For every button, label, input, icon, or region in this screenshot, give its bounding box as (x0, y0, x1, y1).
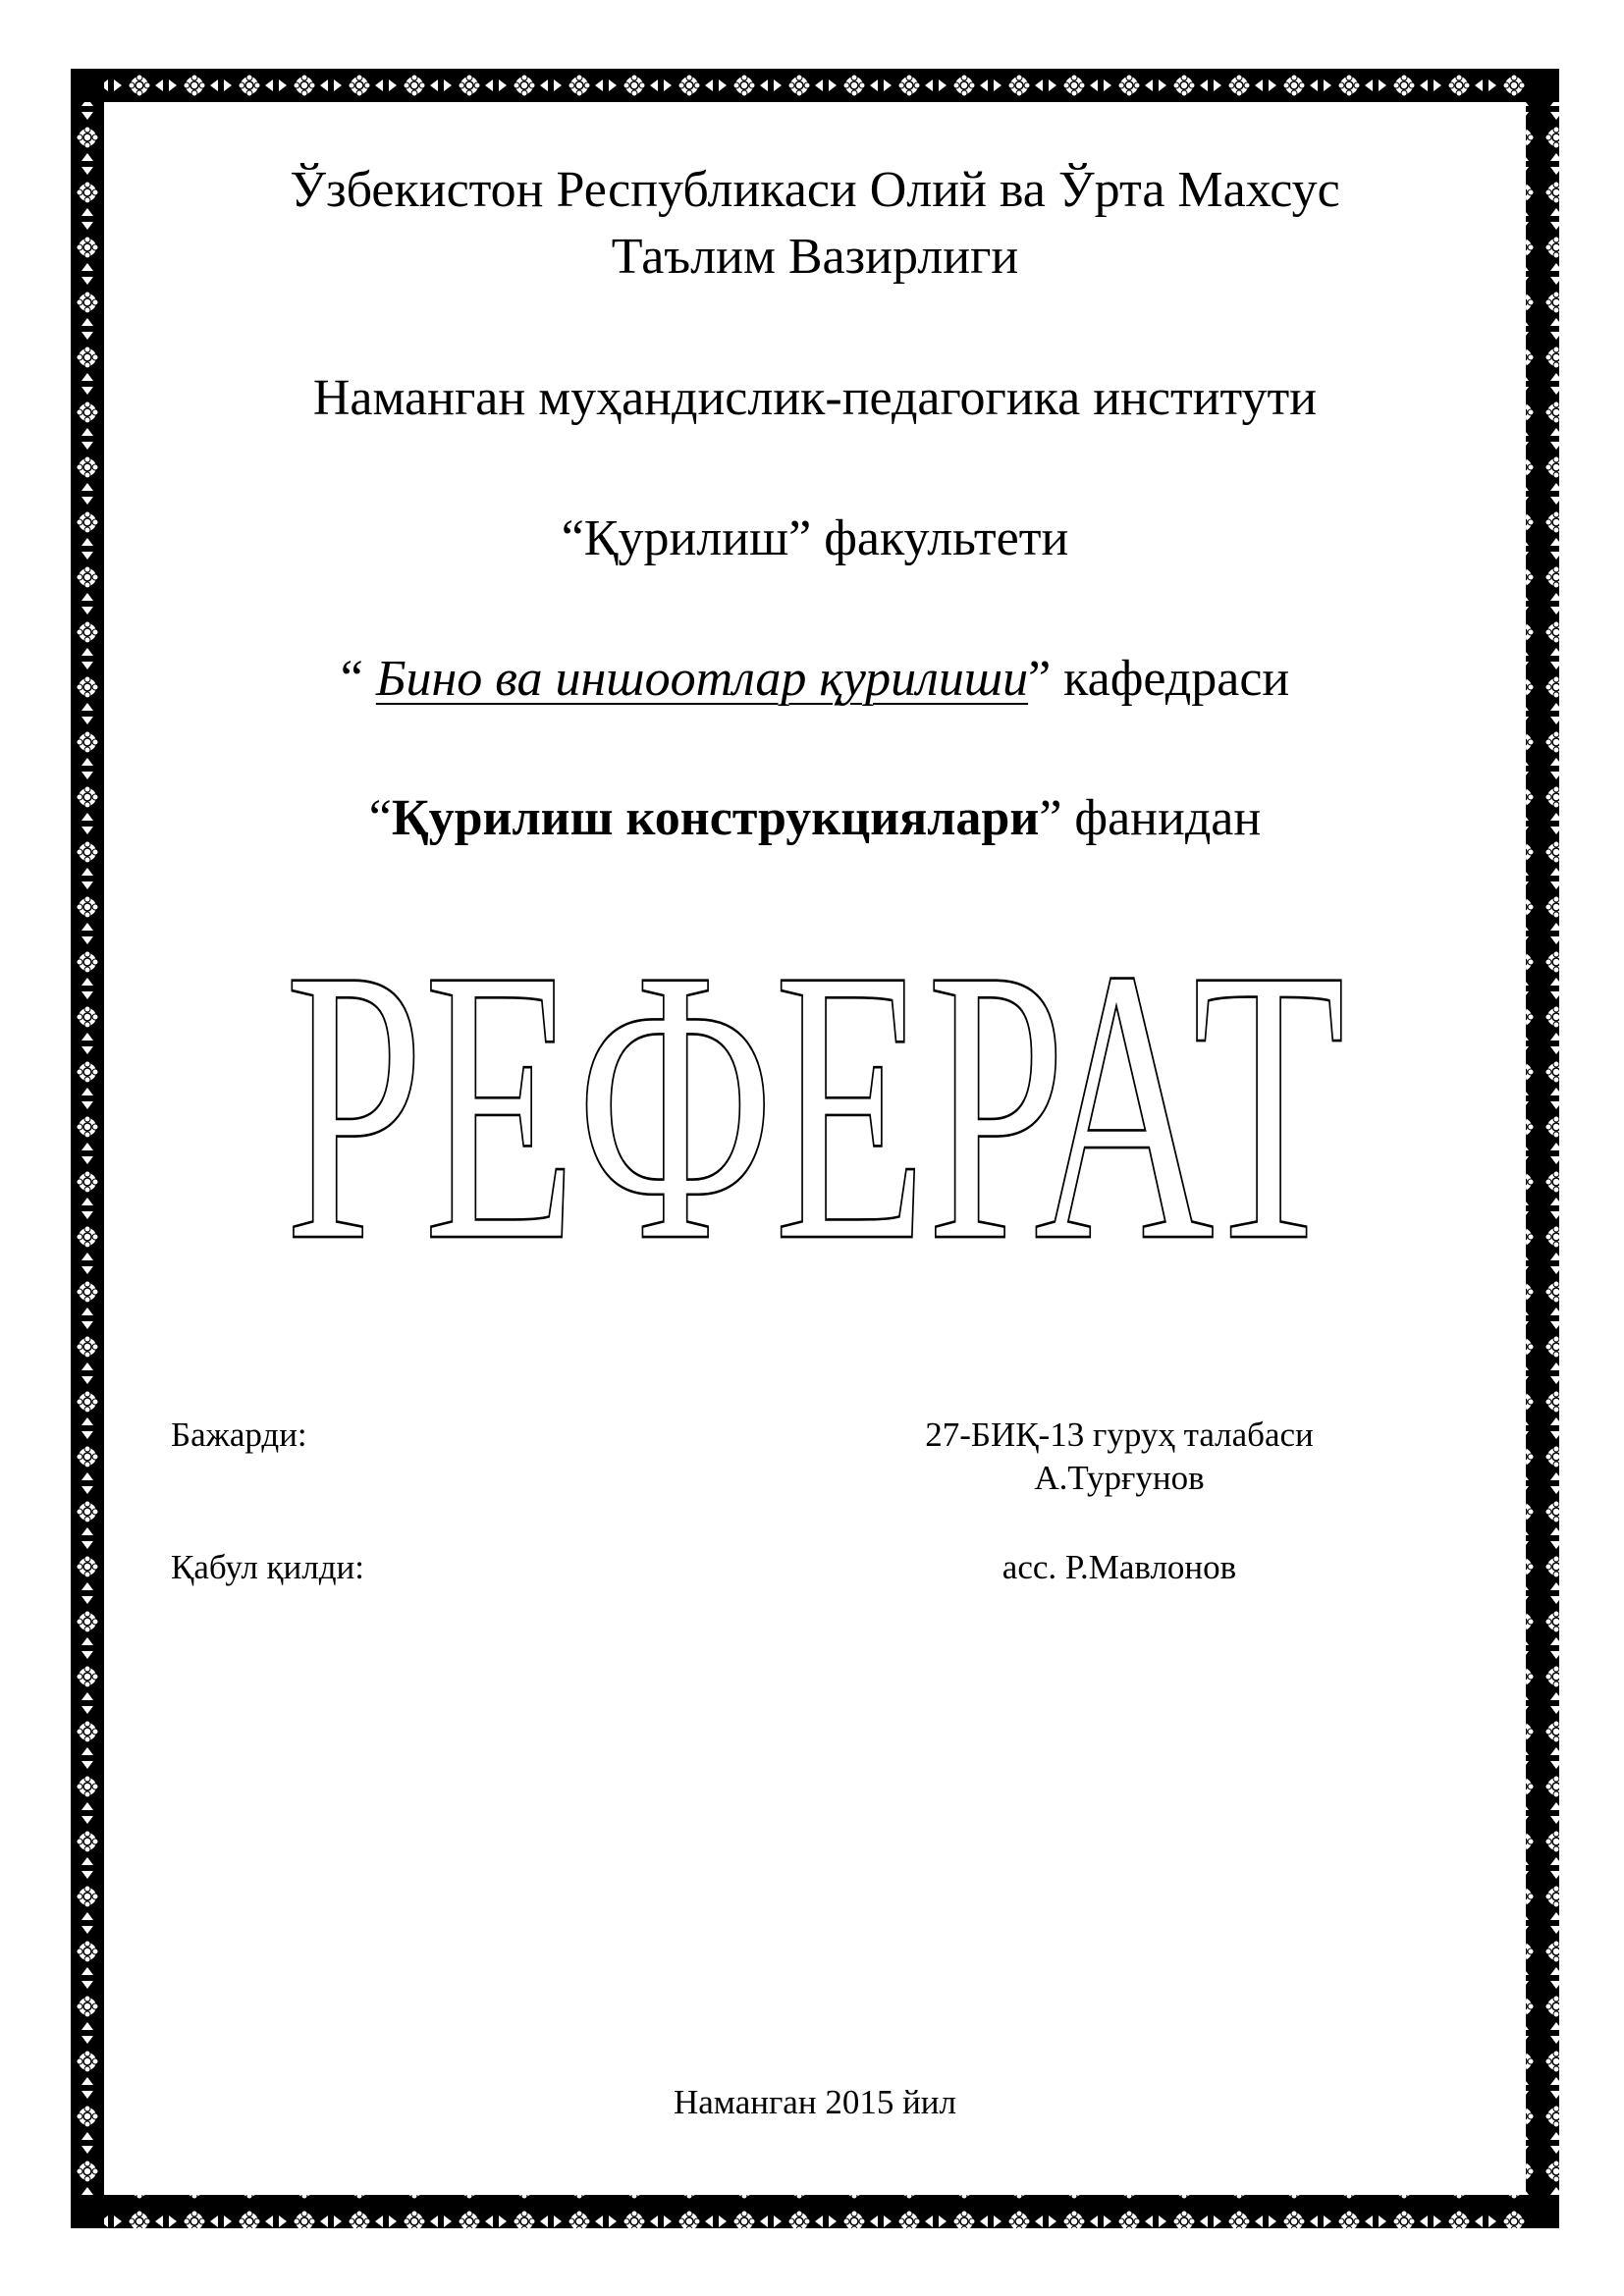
accepted-by-name: асс. Р.Мавлонов (1001, 1548, 1237, 1586)
department-suffix: ” кафедраси (1028, 651, 1290, 707)
performed-label: Бажарди: (171, 1415, 307, 1454)
faculty-name: Қурилиш (583, 510, 789, 566)
document-type-text: РЕФЕРАТ (285, 942, 1345, 1276)
department-line (147, 646, 1483, 713)
faculty-quote-open: “ (561, 510, 584, 566)
ministry-line-2: Таълим Вазирлиги (611, 229, 1019, 285)
faculty-suffix: ” факультети (788, 510, 1069, 566)
performed-by-group: 27-БИҚ-13 гуруҳ талабаси (925, 1415, 1314, 1454)
department-quote-open: “ (340, 651, 376, 707)
title-page-content (147, 147, 1483, 2150)
city-year: Наманган 2015 йил (673, 2083, 957, 2121)
department-name: Бино ва иншоотлар қурилиши (375, 651, 1029, 707)
subject-name: Қурилиш конструкциялари (391, 790, 1040, 846)
subject-suffix: ” фанидан (1039, 790, 1262, 846)
faculty-line (147, 506, 1483, 572)
ministry-line-1: Ўзбекистон Республикаси Олий ва Ўрта Махсус (290, 162, 1340, 218)
document-type-heading (275, 942, 1355, 1276)
performed-by-name: А.Турғунов (1034, 1459, 1205, 1497)
subject-line (147, 785, 1483, 852)
ministry-title (147, 157, 1483, 291)
institute-name: Наманган муҳандислик-педагогика институти (312, 370, 1318, 426)
accepted-label: Қабул қилди: (171, 1548, 364, 1586)
subject-quote-open: “ (368, 790, 392, 846)
